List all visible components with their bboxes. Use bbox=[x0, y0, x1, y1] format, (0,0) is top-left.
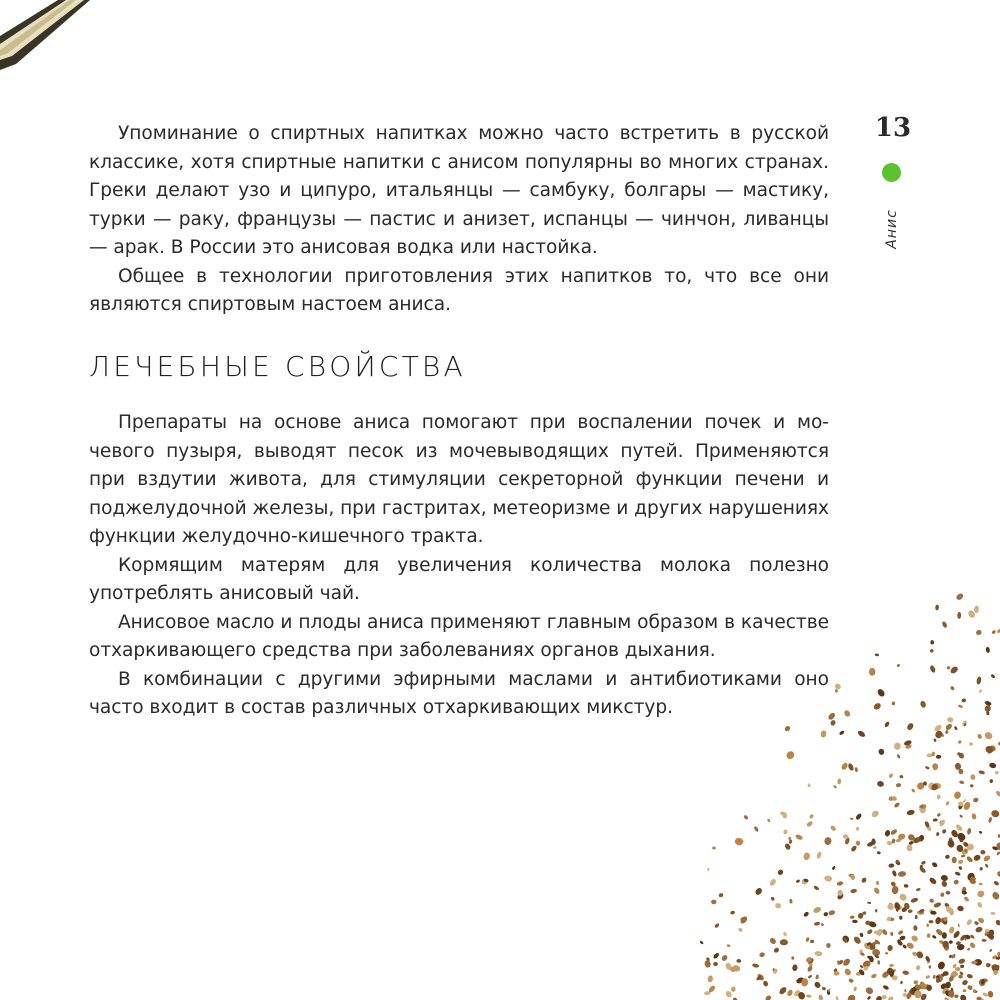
chapter-marker-dot bbox=[882, 163, 901, 182]
intro-text bbox=[89, 120, 829, 320]
corner-wooden-spoon-image bbox=[0, 0, 90, 70]
paragraph: Упоминание о спиртных напитках можно часто встретить в русской классике, хотя спиртные напитки с анисом популярны во многих странах. Греки делают узо и ципуро, итальянцы — самбуку, болгары — мастику, турки — раку, французы — пастис и анизет, испанцы — чинчон, ливанцы — арак. В России это анисовая водка или настойка. bbox=[89, 123, 829, 258]
page-number: 13 bbox=[874, 113, 912, 143]
paragraph: В комбинации с другими эфирными маслами и антибиотиками оно часто входит в состав различных отхаркивающих микстур. bbox=[89, 668, 829, 718]
paragraph: Препараты на основе аниса помогают при воспалении почек и мочевого пузыря, выводят песок из мочевыводящих путей. Применяются при вздутии живота, для стимуляции секреторной функции печени и поджелудочной железы, при гастритах, метеоризме и других нарушениях функции желудочно-кишечного тракта. bbox=[89, 412, 829, 547]
anise-seeds-image bbox=[700, 590, 1000, 1000]
paragraph: Общее в технологии приготовления этих напитков то, что все они являются спиртовым настоем аниса. bbox=[89, 265, 829, 315]
paragraph: Кормящим матерям для увеличения количества молока полезно употреблять анисовый чай. bbox=[89, 554, 829, 604]
paragraph: Анисовое масло и плоды аниса применяют главным образом в качестве отхаркивающего средства при заболеваниях органов дыхания. bbox=[89, 611, 829, 661]
section-heading: ЛЕЧЕБНЫЕ СВОЙСТВА bbox=[89, 350, 466, 383]
running-head: Анис bbox=[884, 209, 900, 249]
